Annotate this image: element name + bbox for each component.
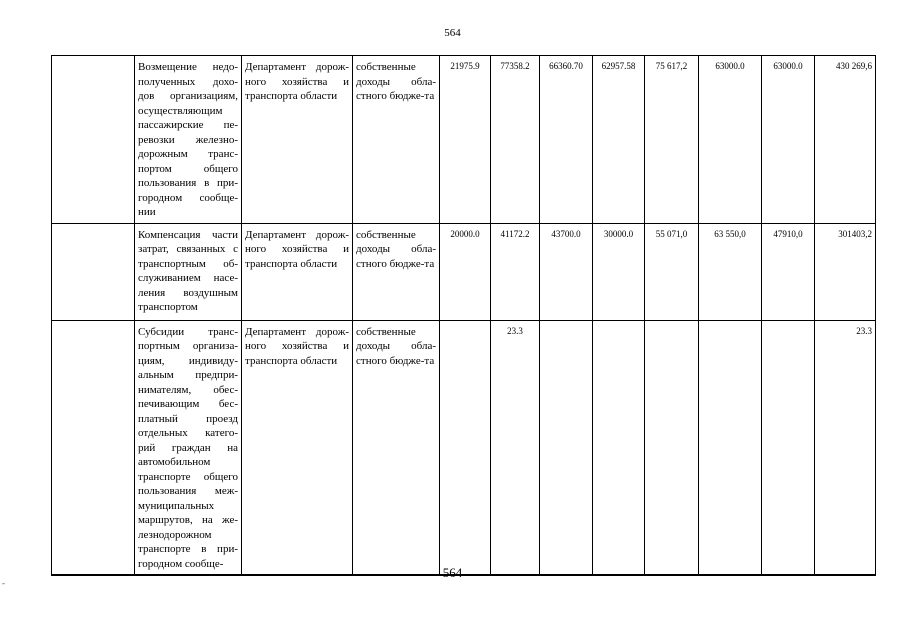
value-cell: 63000.0	[699, 56, 762, 224]
value-cell: 62957.58	[593, 56, 645, 224]
description-cell: Субсидии транс-портным организа-циям, индивиду-альным предпри-нимателям, обес-печивающим бес-платный проезд отдельных катего-рий граждан на автомобильном транспорте общего пользования меж-муниципальных маршрутов, на же-лезнодорожном транспорте в при-городном сообще-	[135, 320, 242, 575]
value-cell	[699, 320, 762, 575]
source-cell: собственные доходы обла-стного бюдже-та	[353, 320, 440, 575]
value-cell: 23.3	[491, 320, 540, 575]
value-cell: 30000.0	[593, 223, 645, 320]
value-cell	[540, 320, 593, 575]
total-cell: 301403,2	[815, 223, 876, 320]
budget-table	[51, 55, 876, 576]
value-cell: 63 550,0	[699, 223, 762, 320]
description-cell: Компенсация части затрат, связанных с транспортным об-служиванием насе-ления воздушным транспортом	[135, 223, 242, 320]
value-cell: 41172.2	[491, 223, 540, 320]
page-number-top: 564	[444, 27, 461, 39]
value-cell: 66360.70	[540, 56, 593, 224]
value-cell: 55 071,0	[645, 223, 699, 320]
empty-cell	[52, 223, 135, 320]
value-cell: 77358.2	[491, 56, 540, 224]
value-cell: 63000.0	[762, 56, 815, 224]
department-cell: Департамент дорож-ного хозяйства и транспорта области	[242, 223, 353, 320]
empty-cell	[52, 56, 135, 224]
table-row	[52, 320, 876, 575]
value-cell: 75 617,2	[645, 56, 699, 224]
scan-mark: -	[2, 578, 5, 588]
value-cell: 43700.0	[540, 223, 593, 320]
total-cell: 23.3	[815, 320, 876, 575]
value-cell	[440, 320, 491, 575]
value-cell: 47910,0	[762, 223, 815, 320]
value-cell	[593, 320, 645, 575]
table-row	[52, 223, 876, 320]
value-cell: 21975.9	[440, 56, 491, 224]
page-number-bottom: 564	[442, 565, 463, 580]
description-cell: Возмещение недо-полученных дохо-дов организациям, осуществляющим пассажирские пе-ревозки железно-дорожным транс-портом общего пользования в при-городном сообще-нии	[135, 56, 242, 224]
source-cell: собственные доходы обла-стного бюдже-та	[353, 223, 440, 320]
value-cell	[762, 320, 815, 575]
value-cell: 20000.0	[440, 223, 491, 320]
source-cell: собственные доходы обла-стного бюдже-та	[353, 56, 440, 224]
empty-cell	[52, 320, 135, 575]
department-cell: Департамент дорож-ного хозяйства и транспорта области	[242, 320, 353, 575]
value-cell	[645, 320, 699, 575]
department-cell: Департамент дорож-ного хозяйства и транспорта области	[242, 56, 353, 224]
table-row	[52, 56, 876, 224]
total-cell: 430 269,6	[815, 56, 876, 224]
